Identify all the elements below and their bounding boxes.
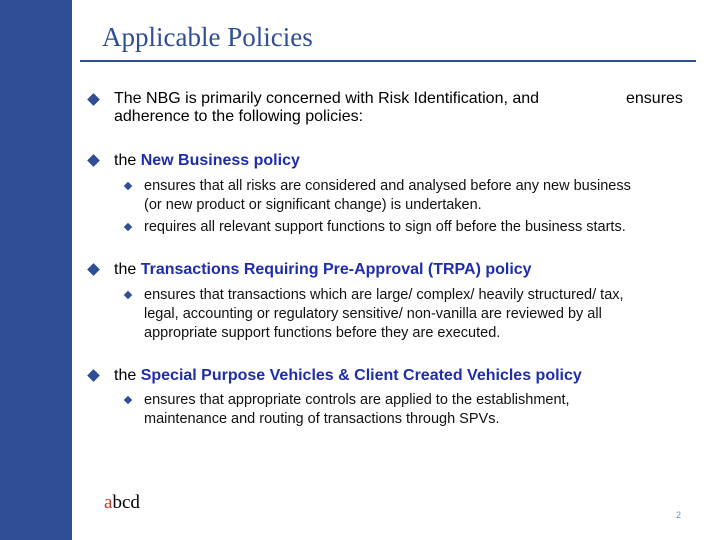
intro-line-2: adherence to the following policies:	[114, 108, 364, 125]
page-number: 2	[676, 510, 682, 520]
section-prefix: the	[114, 367, 137, 384]
diamond-bullet-icon	[87, 154, 100, 167]
bullet-line: maintenance and routing of transactions through SPVs.	[144, 411, 500, 427]
section-prefix: the	[114, 152, 137, 169]
section-heading-new-business	[114, 152, 300, 170]
sub-bullet-icon	[124, 396, 132, 404]
title-divider	[80, 60, 696, 62]
bullet-line: requires all relevant support functions to sign off before the business starts.	[144, 219, 626, 235]
section-heading-spv	[114, 367, 582, 385]
section-prefix: the	[114, 261, 137, 278]
policy-name: Transactions Requiring Pre-Approval (TRPA) policy	[140, 261, 532, 278]
section-heading-trpa	[114, 261, 532, 279]
policy-name: Special Purpose Vehicles & Client Created Vehicles policy	[140, 367, 582, 384]
diamond-bullet-icon	[87, 263, 100, 276]
bullet-line: ensures that all risks are considered and analysed before any new business	[144, 178, 631, 194]
logo-rest: bcd	[112, 492, 140, 513]
slide-title: Applicable Policies	[102, 22, 313, 52]
diamond-bullet-icon	[87, 93, 100, 106]
bullet-line: (or new product or significant change) is undertaken.	[144, 197, 482, 213]
diamond-bullet-icon	[87, 369, 100, 382]
bullet-line: legal, accounting or regulatory sensitive/ non-vanilla are reviewed by all	[144, 306, 602, 322]
company-logo	[104, 492, 140, 514]
bullet-line: ensures that transactions which are large/ complex/ heavily structured/ tax,	[144, 287, 624, 303]
intro-line-1-tail: ensures	[626, 90, 683, 107]
left-sidebar-band	[0, 0, 72, 540]
sub-bullet-icon	[124, 182, 132, 190]
bullet-line: ensures that appropriate controls are applied to the establishment,	[144, 392, 570, 408]
policy-name: New Business policy	[140, 152, 300, 169]
bullet-line: appropriate support functions before they are executed.	[144, 325, 501, 341]
sub-bullet-icon	[124, 291, 132, 299]
intro-line-1: The NBG is primarily concerned with Risk Identification, and	[114, 90, 540, 107]
logo-first-letter: a	[104, 492, 113, 513]
sub-bullet-icon	[124, 223, 132, 231]
